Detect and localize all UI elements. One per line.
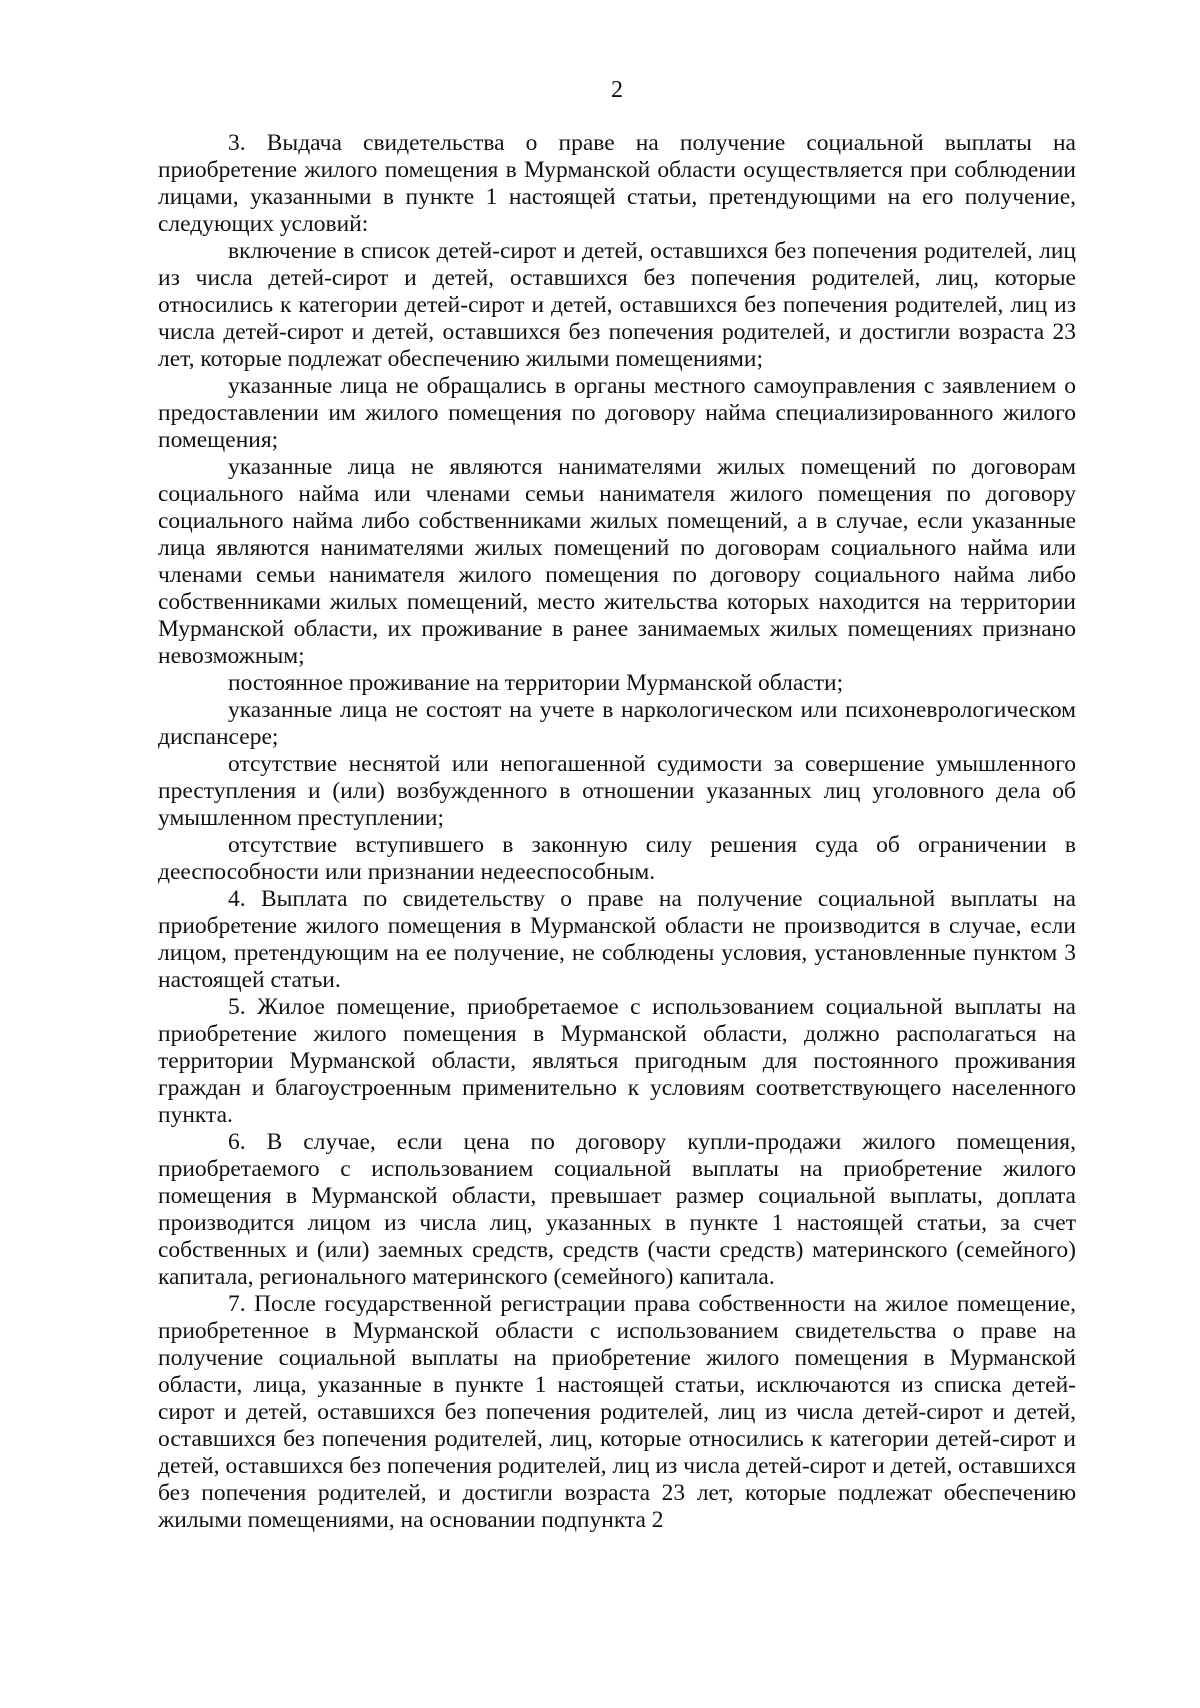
paragraph-item-7: 7. После государственной регистрации права собственности на жилое помещение, приобретенное в Мурманской области с использованием свидетельства о праве на получение социальной выплаты на приобретение жилого помещения в Мурманской области, лица, указанные в пункте 1 настоящей статьи, исключаются из списка детей-сирот и детей, оставшихся без попечения родителей, лиц из числа детей-сирот и детей, оставшихся без попечения родителей, лиц, которые относились к категории детей-сирот и детей, оставшихся без попечения родителей, лиц из числа детей-сирот и детей, оставшихся без попечения родителей, и достигли возраста 23 лет, которые подлежат обеспечению жилыми помещениями, на основании подпункта 2 [158, 1291, 1076, 1533]
paragraph-item-4: 4. Выплата по свидетельству о праве на получение социальной выплаты на приобретение жилого помещения в Мурманской области не производится в случае, если лицом, претендующим на ее получение, не соблюдены условия, установленные пунктом 3 настоящей статьи. [158, 886, 1076, 993]
paragraph-condition-not-tenants: указанные лица не являются нанимателями жилых помещений по договорам социального найма или членами семьи нанимателя жилого помещения по договору социального найма либо собственниками жилых помещений, а в случае, если указанные лица являются нанимателями жилых помещений по договорам социального найма или членами семьи нанимателя жилого помещения по договору социального найма либо собственниками жилых помещений, место жительства которых находится на территории Мурманской области, их проживание в ранее занимаемых жилых помещениях признано невозможным; [158, 454, 1076, 669]
paragraph-condition-residence: постоянное проживание на территории Мурманской области; [228, 670, 844, 696]
document-body [158, 130, 1076, 1534]
paragraph-condition-no-conviction: отсутствие неснятой или непогашенной судимости за совершение умышленного преступления и (или) возбужденного в отношении указанных лиц уголовного дела об умышленном преступлении; [158, 751, 1076, 831]
paragraph-condition-no-registration: указанные лица не состоят на учете в наркологическом или психоневрологическом диспансере; [158, 697, 1076, 750]
paragraph-item-3-intro: 3. Выдача свидетельства о праве на получение социальной выплаты на приобретение жилого помещения в Мурманской области осуществляется при соблюдении лицами, указанными в пункте 1 настоящей статьи, претендующими на его получение, следующих условий: [158, 130, 1076, 237]
paragraph-item-6: 6. В случае, если цена по договору купли-продажи жилого помещения, приобретаемого с использованием социальной выплаты на приобретение жилого помещения в Мурманской области, превышает размер социальной выплаты, доплата производится лицом из числа лиц, указанных в пункте 1 настоящей статьи, за счет собственных и (или) заемных средств, средств (части средств) материнского (семейного) капитала, регионального материнского (семейного) капитала. [158, 1129, 1076, 1290]
page-number: 2 [611, 77, 623, 103]
paragraph-condition-legal-capacity: отсутствие вступившего в законную силу решения суда об ограничении в дееспособности или признании недееспособным. [158, 832, 1076, 885]
paragraph-condition-list-inclusion: включение в список детей-сирот и детей, оставшихся без попечения родителей, лиц из числа детей-сирот и детей, оставшихся без попечения родителей, лиц, которые относились к категории детей-сирот и детей, оставшихся без попечения родителей, лиц из числа детей-сирот и детей, оставшихся без попечения родителей, и достигли возраста 23 лет, которые подлежат обеспечению жилыми помещениями; [158, 238, 1076, 372]
paragraph-item-5: 5. Жилое помещение, приобретаемое с использованием социальной выплаты на приобретение жилого помещения в Мурманской области, должно располагаться на территории Мурманской области, являться пригодным для постоянного проживания граждан и благоустроенным применительно к условиям соответствующего населенного пункта. [158, 994, 1076, 1128]
paragraph-condition-no-application: указанные лица не обращались в органы местного самоуправления с заявлением о предоставлении им жилого помещения по договору найма специализированного жилого помещения; [158, 373, 1076, 453]
